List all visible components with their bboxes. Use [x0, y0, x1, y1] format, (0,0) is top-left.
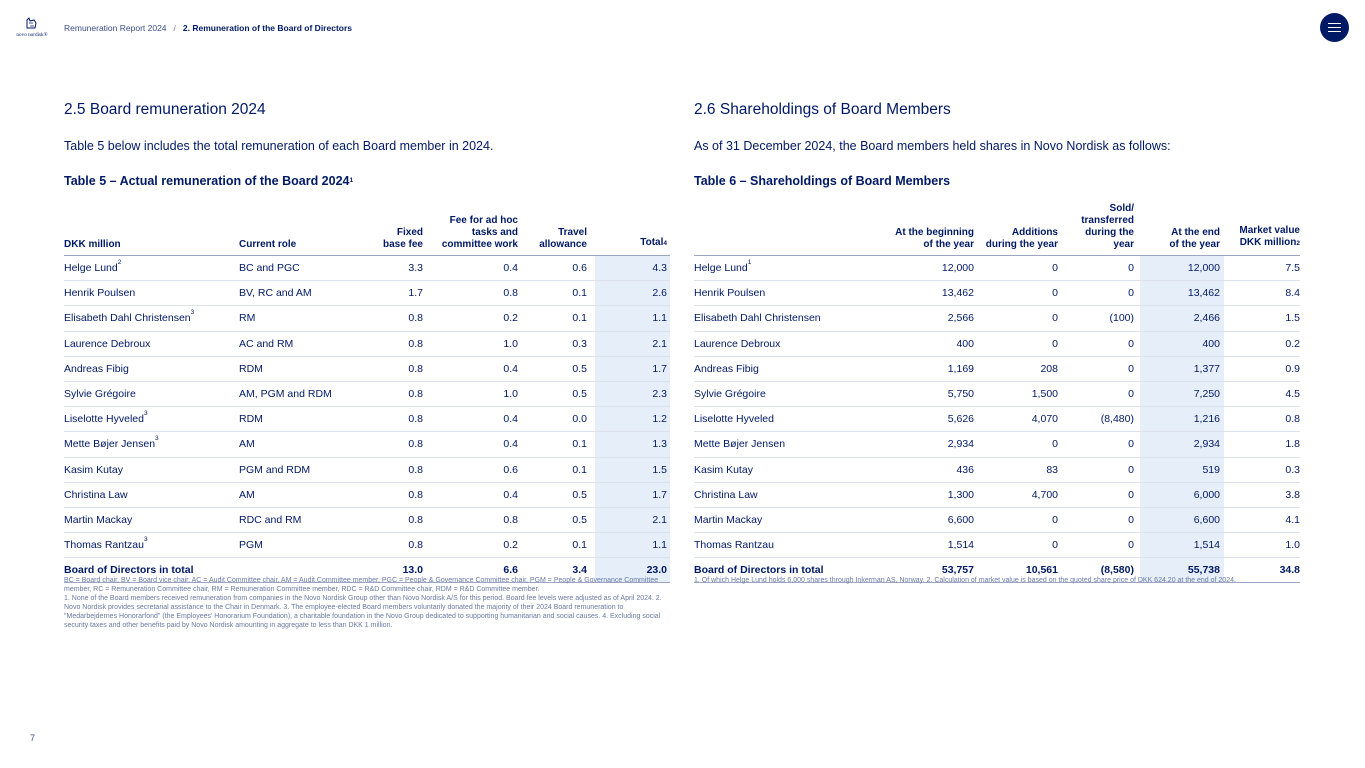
- table-cell: 0.5: [572, 387, 587, 400]
- table-cell: Martin Mackay: [64, 513, 133, 526]
- table-cell: 0.1: [572, 287, 587, 300]
- table-header: [64, 190, 670, 256]
- table-row: [64, 281, 670, 306]
- table-cell: 0: [1052, 337, 1058, 350]
- table-cell: 1.3: [652, 438, 667, 451]
- top-bar: [0, 0, 1365, 56]
- table-row: [64, 407, 670, 432]
- column-header: DKK million: [64, 239, 121, 250]
- table-cell: RM: [239, 312, 256, 325]
- table-cell: 2,566: [947, 312, 974, 325]
- table-cell: 0.2: [503, 312, 518, 325]
- table-row: [694, 458, 1300, 483]
- column-header: Travel allowance: [539, 227, 587, 250]
- table-cell: 12,000: [1187, 262, 1220, 274]
- table-cell: 0: [1052, 287, 1058, 300]
- table-cell: 0.1: [572, 312, 587, 325]
- section-title: 2.6 Shareholdings of Board Members: [694, 101, 951, 118]
- table-cell: 0: [1128, 337, 1134, 350]
- table-cell: 0.8: [408, 362, 423, 375]
- table-cell: 6.6: [503, 564, 518, 577]
- column-header: At the beginning of the year: [895, 227, 974, 250]
- column-header: Additions during the year: [985, 227, 1058, 250]
- table-cell: 1.8: [1285, 438, 1300, 451]
- table-row: [694, 508, 1300, 533]
- table-row: [694, 357, 1300, 382]
- table-cell: 0: [1128, 262, 1134, 274]
- table-cell: Thomas Rantzau$^3$: [64, 536, 148, 552]
- table-cell: 0.4: [503, 438, 518, 451]
- table-row: [64, 458, 670, 483]
- table-row: [694, 256, 1300, 281]
- table-cell: 2,466: [1193, 312, 1220, 325]
- table-cell: 2.1: [652, 513, 667, 526]
- table-cell: BC and PGC: [239, 262, 300, 274]
- table-cell: 1,377: [1193, 362, 1220, 375]
- table-cell: RDM: [239, 362, 263, 375]
- table-cell: Elisabeth Dahl Christensen: [694, 312, 821, 325]
- table-cell: Christina Law: [694, 488, 758, 501]
- breadcrumb: [64, 23, 352, 33]
- table-cell: 0.4: [503, 262, 518, 274]
- table-cell: 0: [1128, 362, 1134, 375]
- table-cell: 1.2: [652, 413, 667, 426]
- table-cell: 4.1: [1285, 513, 1300, 526]
- table-cell: 0: [1052, 312, 1058, 325]
- column-header: Fixed base fee: [382, 227, 423, 250]
- novo-nordisk-logo[interactable]: [16, 15, 48, 39]
- table-cell: 1,300: [947, 488, 974, 501]
- column-header: Total$^4$: [640, 237, 667, 248]
- table-cell: 0.8: [408, 337, 423, 350]
- column-header: Current role: [239, 239, 297, 250]
- table-cell: 6,000: [1193, 488, 1220, 501]
- table-cell: Mette Bøjer Jensen: [694, 438, 786, 451]
- table-cell: 1.7: [652, 362, 667, 375]
- table-cell: 1.5: [652, 463, 667, 476]
- table-cell: 1,169: [947, 362, 974, 375]
- table-cell: 3.3: [408, 262, 423, 274]
- table-row: [64, 382, 670, 407]
- table-cell: 519: [1202, 463, 1220, 476]
- table-cell: 0.4: [503, 413, 518, 426]
- table-cell: 1,514: [1193, 539, 1220, 552]
- table-cell: 4.3: [652, 262, 667, 274]
- table-cell: 1.5: [1285, 312, 1300, 325]
- menu-icon-line: [1328, 23, 1341, 25]
- table-cell: 23.0: [646, 564, 667, 577]
- table-cell: 0: [1128, 539, 1134, 552]
- table-row: [694, 306, 1300, 331]
- table-cell: 3.4: [572, 564, 587, 577]
- table-cell: 13.0: [402, 564, 423, 577]
- hamburger-menu-button[interactable]: [1320, 13, 1349, 42]
- table-title: Table 6 – Shareholdings of Board Members: [694, 174, 951, 188]
- table-cell: RDM: [239, 413, 263, 426]
- table-cell: 0: [1128, 387, 1134, 400]
- table-cell: 0: [1128, 513, 1134, 526]
- table-cell: Laurence Debroux: [694, 337, 781, 350]
- table-cell: 0.8: [408, 539, 423, 552]
- svg-text:novo nordisk®: novo nordisk®: [16, 32, 48, 38]
- table-cell: 0.5: [572, 362, 587, 375]
- table-cell: 2.3: [652, 387, 667, 400]
- table-row: [64, 483, 670, 508]
- table-cell: 2.6: [652, 287, 667, 300]
- menu-icon-line: [1328, 31, 1341, 33]
- table-cell: 0.8: [408, 488, 423, 501]
- column-header: Sold/ transferred during the year: [1081, 203, 1134, 250]
- table-cell: 2,934: [947, 438, 974, 451]
- table-cell: 1,514: [947, 539, 974, 552]
- table-cell: 7.5: [1285, 262, 1300, 274]
- table-cell: Henrik Poulsen: [694, 287, 766, 300]
- table-cell: 34.8: [1279, 564, 1300, 577]
- table-cell: 0.5: [572, 488, 587, 501]
- table-cell: 0.1: [572, 539, 587, 552]
- table-cell: AM: [239, 438, 255, 451]
- table-row: [64, 432, 670, 457]
- table-footnote: 1. Of which Helge Lund holds 6,000 shares through Inkerman AS, Norway. 2. Calculation of market value is based on the quoted share price of DKK 624.20 at the end of 2024.: [694, 577, 1236, 584]
- breadcrumb-root[interactable]: Remuneration Report 2024: [64, 23, 167, 33]
- table-cell: Henrik Poulsen: [64, 287, 136, 300]
- table-cell: 0.5: [572, 513, 587, 526]
- section-title: 2.5 Board remuneration 2024: [64, 101, 266, 118]
- table-cell: 6,600: [947, 513, 974, 526]
- shareholdings-table: [694, 190, 1300, 583]
- table-cell: 7,250: [1193, 387, 1220, 400]
- table-cell: 208: [1040, 362, 1058, 375]
- table-cell: Sylvie Grégoire: [64, 387, 136, 400]
- table-cell: 0.6: [503, 463, 518, 476]
- table-cell: Sylvie Grégoire: [694, 387, 766, 400]
- table-cell: 0.9: [1285, 362, 1300, 375]
- table-cell: PGM and RDM: [239, 463, 311, 476]
- remuneration-table: [64, 190, 670, 583]
- breadcrumb-current: 2. Remuneration of the Board of Directors: [182, 23, 353, 33]
- table-cell: 0: [1052, 539, 1058, 552]
- column-header: At the end of the year: [1169, 227, 1220, 250]
- breadcrumb-separator: /: [173, 23, 176, 33]
- table-cell: AM, PGM and RDM: [239, 387, 332, 400]
- table-cell: 0.3: [572, 337, 587, 350]
- table-cell: 400: [956, 337, 974, 350]
- table-cell: Helge Lund$^1$: [694, 259, 752, 274]
- table-cell: 1.0: [503, 387, 518, 400]
- table-cell: 4.5: [1285, 387, 1300, 400]
- table-row: [64, 533, 670, 558]
- table-cell: 0.1: [572, 463, 587, 476]
- table-cell: 10,561: [1025, 564, 1058, 577]
- table-cell: 5,750: [947, 387, 974, 400]
- table-cell: 12,000: [941, 262, 974, 274]
- table-cell: 0: [1128, 463, 1134, 476]
- table-cell: 0.8: [408, 438, 423, 451]
- table-cell: 0: [1128, 438, 1134, 451]
- table-cell: 0.4: [503, 362, 518, 375]
- table-cell: Christina Law: [64, 488, 128, 501]
- table-cell: RDC and RM: [239, 513, 302, 526]
- table-cell: 13,462: [941, 287, 974, 300]
- table-header: [694, 190, 1300, 256]
- table-cell: 0.3: [1285, 463, 1300, 476]
- table-cell: BV, RC and AM: [239, 287, 312, 300]
- table-cell: 0.8: [1285, 413, 1300, 426]
- table-cell: 13,462: [1187, 287, 1220, 300]
- table-cell: 53,757: [941, 564, 974, 577]
- table-row: [694, 533, 1300, 558]
- table-cell: 1,500: [1031, 387, 1058, 400]
- table-cell: (8,580): [1100, 564, 1134, 577]
- table-title: Table 5 – Actual remuneration of the Board 2024$^1$: [64, 174, 354, 188]
- column-header: Market value DKK million$^2$: [1239, 225, 1300, 248]
- table-cell: Thomas Rantzau: [694, 539, 774, 552]
- table-cell: Andreas Fibig: [694, 362, 759, 375]
- table-cell: Helge Lund$^2$: [64, 259, 122, 274]
- table-cell: 4,700: [1031, 488, 1058, 501]
- table-cell: 0.1: [572, 438, 587, 451]
- table-cell: (100): [1109, 312, 1134, 325]
- table-cell: (8,480): [1100, 413, 1134, 426]
- table-cell: 5,626: [947, 413, 974, 426]
- table-cell: 436: [956, 463, 974, 476]
- page-number: 7: [30, 733, 36, 743]
- table-row: [694, 281, 1300, 306]
- table-cell: 2,934: [1193, 438, 1220, 451]
- table-cell: 3.8: [1285, 488, 1300, 501]
- table-cell: Martin Mackay: [694, 513, 763, 526]
- table-row: [64, 357, 670, 382]
- table-row: [64, 332, 670, 357]
- table-row: [64, 508, 670, 533]
- table-row: [694, 382, 1300, 407]
- table-cell: Elisabeth Dahl Christensen$^3$: [64, 309, 195, 325]
- table-cell: 400: [1202, 337, 1220, 350]
- table-cell: Mette Bøjer Jensen$^3$: [64, 435, 159, 451]
- table-cell: 8.4: [1285, 287, 1300, 300]
- table-cell: 55,738: [1187, 564, 1220, 577]
- column-header: Fee for ad hoc tasks and committee work: [441, 215, 518, 250]
- menu-icon-line: [1328, 27, 1341, 29]
- table-cell: 0.8: [408, 513, 423, 526]
- table-cell: 0: [1052, 262, 1058, 274]
- table-cell: Board of Directors in total: [64, 564, 194, 577]
- table-row: [694, 432, 1300, 457]
- table-footnote: BC = Board chair, BV = Board vice chair, AC = Audit Committee chair, AM = Audit Committee member, PGC = People & Governance Committee chair, PGM = People & Governance Committee member, RC = Remuneration Committee chair, RM = Remuneration Committee member, RDC = R&D Committee chair, RDM = R&D Committee member. 1. None of the Board members received remuneration from companies in the Novo Nordisk Group other than Novo Nordisk A/S for this period. Board fee levels were adjusted as of April 2024. 2. Novo Nordisk provides secretarial assistance to the Chair in Denmark. 3. The employee-elected Board members voluntarily donated the majority of their 2024 Board remuneration to "Medarbejdernes Honorarfond" (the Employees' Honorarium Foundation), a charitable foundation in the Novo Group dedicated to supporting humanitarian and social causes. 4. Excluding social security taxes and other benefits paid by Novo Nordisk amounting in aggregate to less than DKK 1 million.: [64, 577, 662, 629]
- table-cell: Kasim Kutay: [694, 463, 753, 476]
- table-cell: 0: [1128, 287, 1134, 300]
- table-row: [694, 483, 1300, 508]
- table-cell: 0.8: [503, 513, 518, 526]
- table-cell: PGM: [239, 539, 263, 552]
- table-row: [64, 256, 670, 281]
- table-cell: 1.1: [652, 539, 667, 552]
- table-cell: 0.8: [408, 312, 423, 325]
- table-row: [694, 332, 1300, 357]
- table-cell: 0.2: [1285, 337, 1300, 350]
- table-cell: Liselotte Hyveled: [694, 413, 774, 426]
- table-cell: 4,070: [1031, 413, 1058, 426]
- table-cell: Andreas Fibig: [64, 362, 129, 375]
- table-cell: 0.6: [572, 262, 587, 274]
- table-cell: 0.8: [408, 387, 423, 400]
- table-cell: Kasim Kutay: [64, 463, 123, 476]
- table-cell: 0.8: [408, 413, 423, 426]
- table-cell: 1.0: [503, 337, 518, 350]
- section-intro: Table 5 below includes the total remuneration of each Board member in 2024.: [64, 139, 494, 153]
- table-cell: 1.7: [408, 287, 423, 300]
- table-row: [694, 407, 1300, 432]
- table-row: [64, 306, 670, 331]
- table-cell: 0: [1128, 488, 1134, 501]
- table-cell: 83: [1046, 463, 1058, 476]
- table-cell: 0: [1052, 438, 1058, 451]
- table-cell: Laurence Debroux: [64, 337, 151, 350]
- table-cell: 0.8: [503, 287, 518, 300]
- table-cell: 0.8: [408, 463, 423, 476]
- table-cell: 2.1: [652, 337, 667, 350]
- table-cell: 1.7: [652, 488, 667, 501]
- table-cell: 1.1: [652, 312, 667, 325]
- table-cell: 0.4: [503, 488, 518, 501]
- table-cell: AC and RM: [239, 337, 294, 350]
- table-cell: 1,216: [1193, 413, 1220, 426]
- table-cell: 0.2: [503, 539, 518, 552]
- table-cell: 0: [1052, 513, 1058, 526]
- table-cell: Board of Directors in total: [694, 564, 824, 577]
- table-cell: 6,600: [1193, 513, 1220, 526]
- table-cell: 1.0: [1285, 539, 1300, 552]
- table-cell: 0.0: [572, 413, 587, 426]
- table-cell: AM: [239, 488, 255, 501]
- table-cell: Liselotte Hyveled$^3$: [64, 410, 148, 426]
- section-intro: As of 31 December 2024, the Board members held shares in Novo Nordisk as follows:: [694, 139, 1171, 153]
